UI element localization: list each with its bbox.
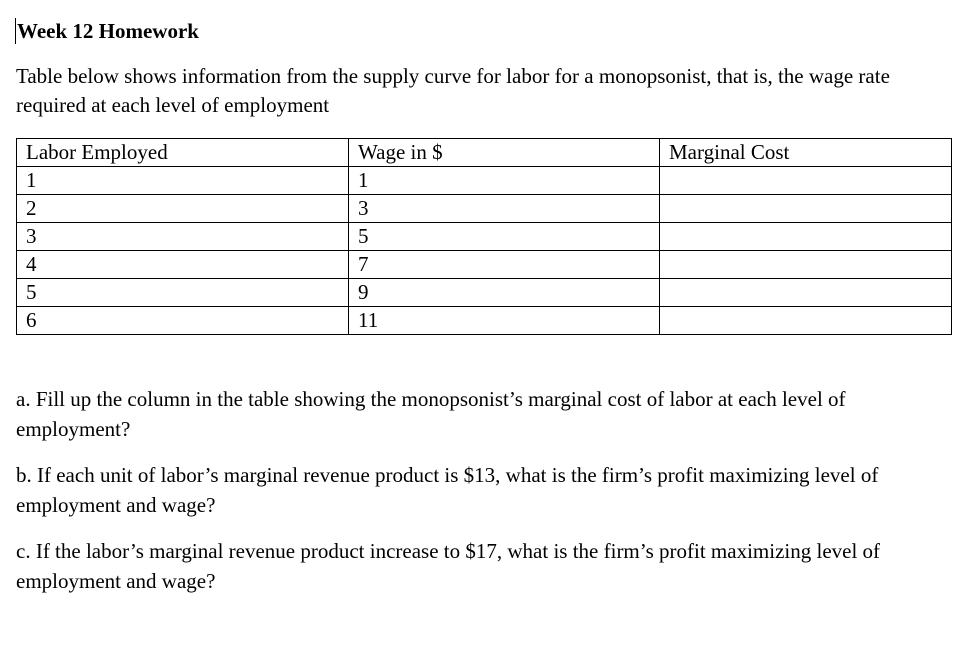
header-labor-employed: Labor Employed bbox=[17, 139, 349, 167]
wage-cell: 9 bbox=[349, 279, 660, 307]
table-row bbox=[17, 251, 952, 279]
wage-cell: 1 bbox=[349, 167, 660, 195]
labor-cell: 4 bbox=[17, 251, 349, 279]
wage-cell: 3 bbox=[349, 195, 660, 223]
table-row bbox=[17, 167, 952, 195]
marginal-cost-cell[interactable] bbox=[660, 167, 952, 195]
question-b: b. If each unit of labor’s marginal revenue product is $13, what is the firm’s profit maximizing level of employment and wage? bbox=[16, 463, 879, 517]
wage-cell: 7 bbox=[349, 251, 660, 279]
intro-paragraph: Table below shows information from the supply curve for labor for a monopsonist, that is, the wage rate required at each level of employment bbox=[16, 64, 890, 117]
header-wage: Wage in $ bbox=[349, 139, 660, 167]
table-row bbox=[17, 195, 952, 223]
table-row bbox=[17, 223, 952, 251]
labor-cell: 5 bbox=[17, 279, 349, 307]
question-a: a. Fill up the column in the table showing the monopsonist’s marginal cost of labor at each level of employment? bbox=[16, 387, 846, 441]
table-row bbox=[17, 307, 952, 335]
wage-cell: 5 bbox=[349, 223, 660, 251]
marginal-cost-cell[interactable] bbox=[660, 307, 952, 335]
labor-cell: 2 bbox=[17, 195, 349, 223]
labor-cell: 6 bbox=[17, 307, 349, 335]
document-title: Week 12 Homework bbox=[17, 19, 199, 43]
header-marginal-cost: Marginal Cost bbox=[660, 139, 952, 167]
question-c: c. If the labor’s marginal revenue product increase to $17, what is the firm’s profit maximizing level of employment and wage? bbox=[16, 539, 881, 593]
labor-cell: 3 bbox=[17, 223, 349, 251]
labor-supply-table bbox=[16, 138, 952, 335]
questions-section bbox=[16, 384, 956, 612]
table-header-row bbox=[17, 139, 952, 167]
marginal-cost-cell[interactable] bbox=[660, 251, 952, 279]
text-cursor bbox=[15, 18, 16, 44]
marginal-cost-cell[interactable] bbox=[660, 223, 952, 251]
labor-cell: 1 bbox=[17, 167, 349, 195]
wage-cell: 11 bbox=[349, 307, 660, 335]
table-row bbox=[17, 279, 952, 307]
marginal-cost-cell[interactable] bbox=[660, 195, 952, 223]
marginal-cost-cell[interactable] bbox=[660, 279, 952, 307]
